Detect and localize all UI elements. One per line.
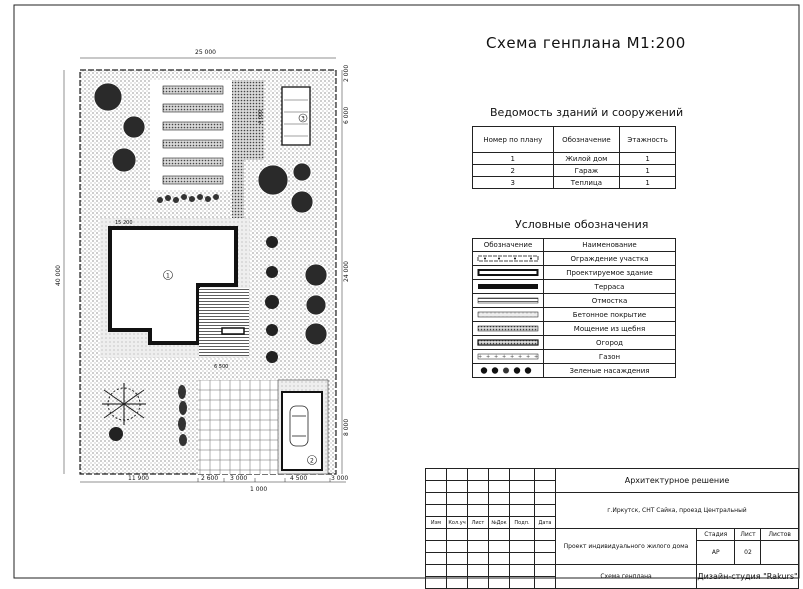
legend-row: Бетонное покрытие bbox=[473, 308, 676, 322]
terrace-symbol bbox=[477, 283, 539, 290]
gravel-symbol bbox=[477, 325, 539, 332]
dim-inner-1: 4 000 bbox=[258, 109, 264, 124]
legend-row: Проектируемое здание bbox=[473, 266, 676, 280]
drawing-name: Схема генплана bbox=[556, 565, 697, 589]
sheet-value: 02 bbox=[735, 541, 761, 565]
dim-inner-3: 6 500 bbox=[214, 364, 229, 370]
table-row: 3 Теплица 1 bbox=[473, 177, 676, 189]
buildings-table-title: Ведомость зданий и сооружений bbox=[490, 106, 684, 119]
garage-number: 2 bbox=[310, 457, 314, 465]
terrace bbox=[199, 288, 249, 356]
dim-right-4: 8 000 bbox=[343, 418, 350, 436]
dim-left: 40 000 bbox=[55, 265, 62, 286]
dim-bottom-4: 4 500 bbox=[290, 475, 308, 482]
project-name: Проект индивидуального жилого дома bbox=[556, 529, 697, 565]
sheets-value bbox=[761, 541, 799, 565]
table-row: 2 Гараж 1 bbox=[473, 165, 676, 177]
bench bbox=[222, 328, 244, 334]
legend-row: Огород bbox=[473, 336, 676, 350]
dim-bottom-2: 2 600 bbox=[201, 475, 219, 482]
buildings-table bbox=[472, 126, 676, 189]
legend-row: Зеленые насаждения bbox=[473, 364, 676, 378]
paving-tiles bbox=[198, 380, 278, 474]
fence-symbol bbox=[477, 255, 539, 262]
col-designation: Обозначение bbox=[553, 127, 620, 153]
col-number: Номер по плану bbox=[473, 127, 554, 153]
legend-row: Отмостка bbox=[473, 294, 676, 308]
dim-bottom-3: 3 000 bbox=[230, 475, 248, 482]
stage-value: АР bbox=[697, 541, 735, 565]
dim-bottom-1: 11 900 bbox=[128, 475, 149, 482]
legend-row: Терраса bbox=[473, 280, 676, 294]
dim-inner-2: 15 200 bbox=[115, 220, 133, 226]
legend-row: Ограждение участка bbox=[473, 252, 676, 266]
legend-col-name: Наименование bbox=[544, 239, 676, 252]
title-block: Архитектурное решение г.Иркутск, СНТ Сайка, проезд Центральный Изм Кол.уч Лист №Док Подп. Дата Проект индивидуального жилого дома Стадия Лист Листов АР 02 Схема генплана Дизайн-студия "Rakurs" bbox=[425, 468, 799, 589]
studio-name: Дизайн-студия "Rakurs" bbox=[697, 565, 799, 589]
dim-bottom-6: 1 000 bbox=[250, 486, 268, 493]
greenhouse-number: 3 bbox=[301, 115, 305, 123]
dim-right-2: 6 000 bbox=[343, 106, 350, 124]
page-title: Схема генплана М1:200 bbox=[486, 34, 686, 52]
otmostka-symbol bbox=[477, 297, 539, 304]
dim-top: 25 000 bbox=[195, 49, 216, 56]
legend-row: Мощение из щебня bbox=[473, 322, 676, 336]
concrete-symbol bbox=[477, 311, 539, 318]
legend-row: Газон bbox=[473, 350, 676, 364]
dim-right-1: 2 000 bbox=[343, 64, 350, 82]
legend-table bbox=[472, 238, 676, 378]
house-number: 1 bbox=[166, 272, 170, 280]
gravel-path bbox=[232, 80, 244, 220]
col-floors: Этажность bbox=[620, 127, 676, 153]
lawn-symbol bbox=[477, 353, 539, 360]
dim-bottom-5: 3 000 bbox=[331, 475, 349, 482]
legend-col-symbol: Обозначение bbox=[473, 239, 544, 252]
address: г.Иркутск, СНТ Сайка, проезд Центральный bbox=[556, 493, 799, 529]
building-symbol bbox=[477, 269, 539, 276]
garden-area bbox=[150, 80, 232, 190]
greenery-symbol bbox=[477, 367, 539, 374]
dim-right-3: 24 000 bbox=[343, 261, 350, 282]
garden-symbol bbox=[477, 339, 539, 346]
project-type: Архитектурное решение bbox=[556, 469, 799, 493]
table-row: 1 Жилой дом 1 bbox=[473, 153, 676, 165]
legend-title: Условные обозначения bbox=[515, 218, 649, 231]
